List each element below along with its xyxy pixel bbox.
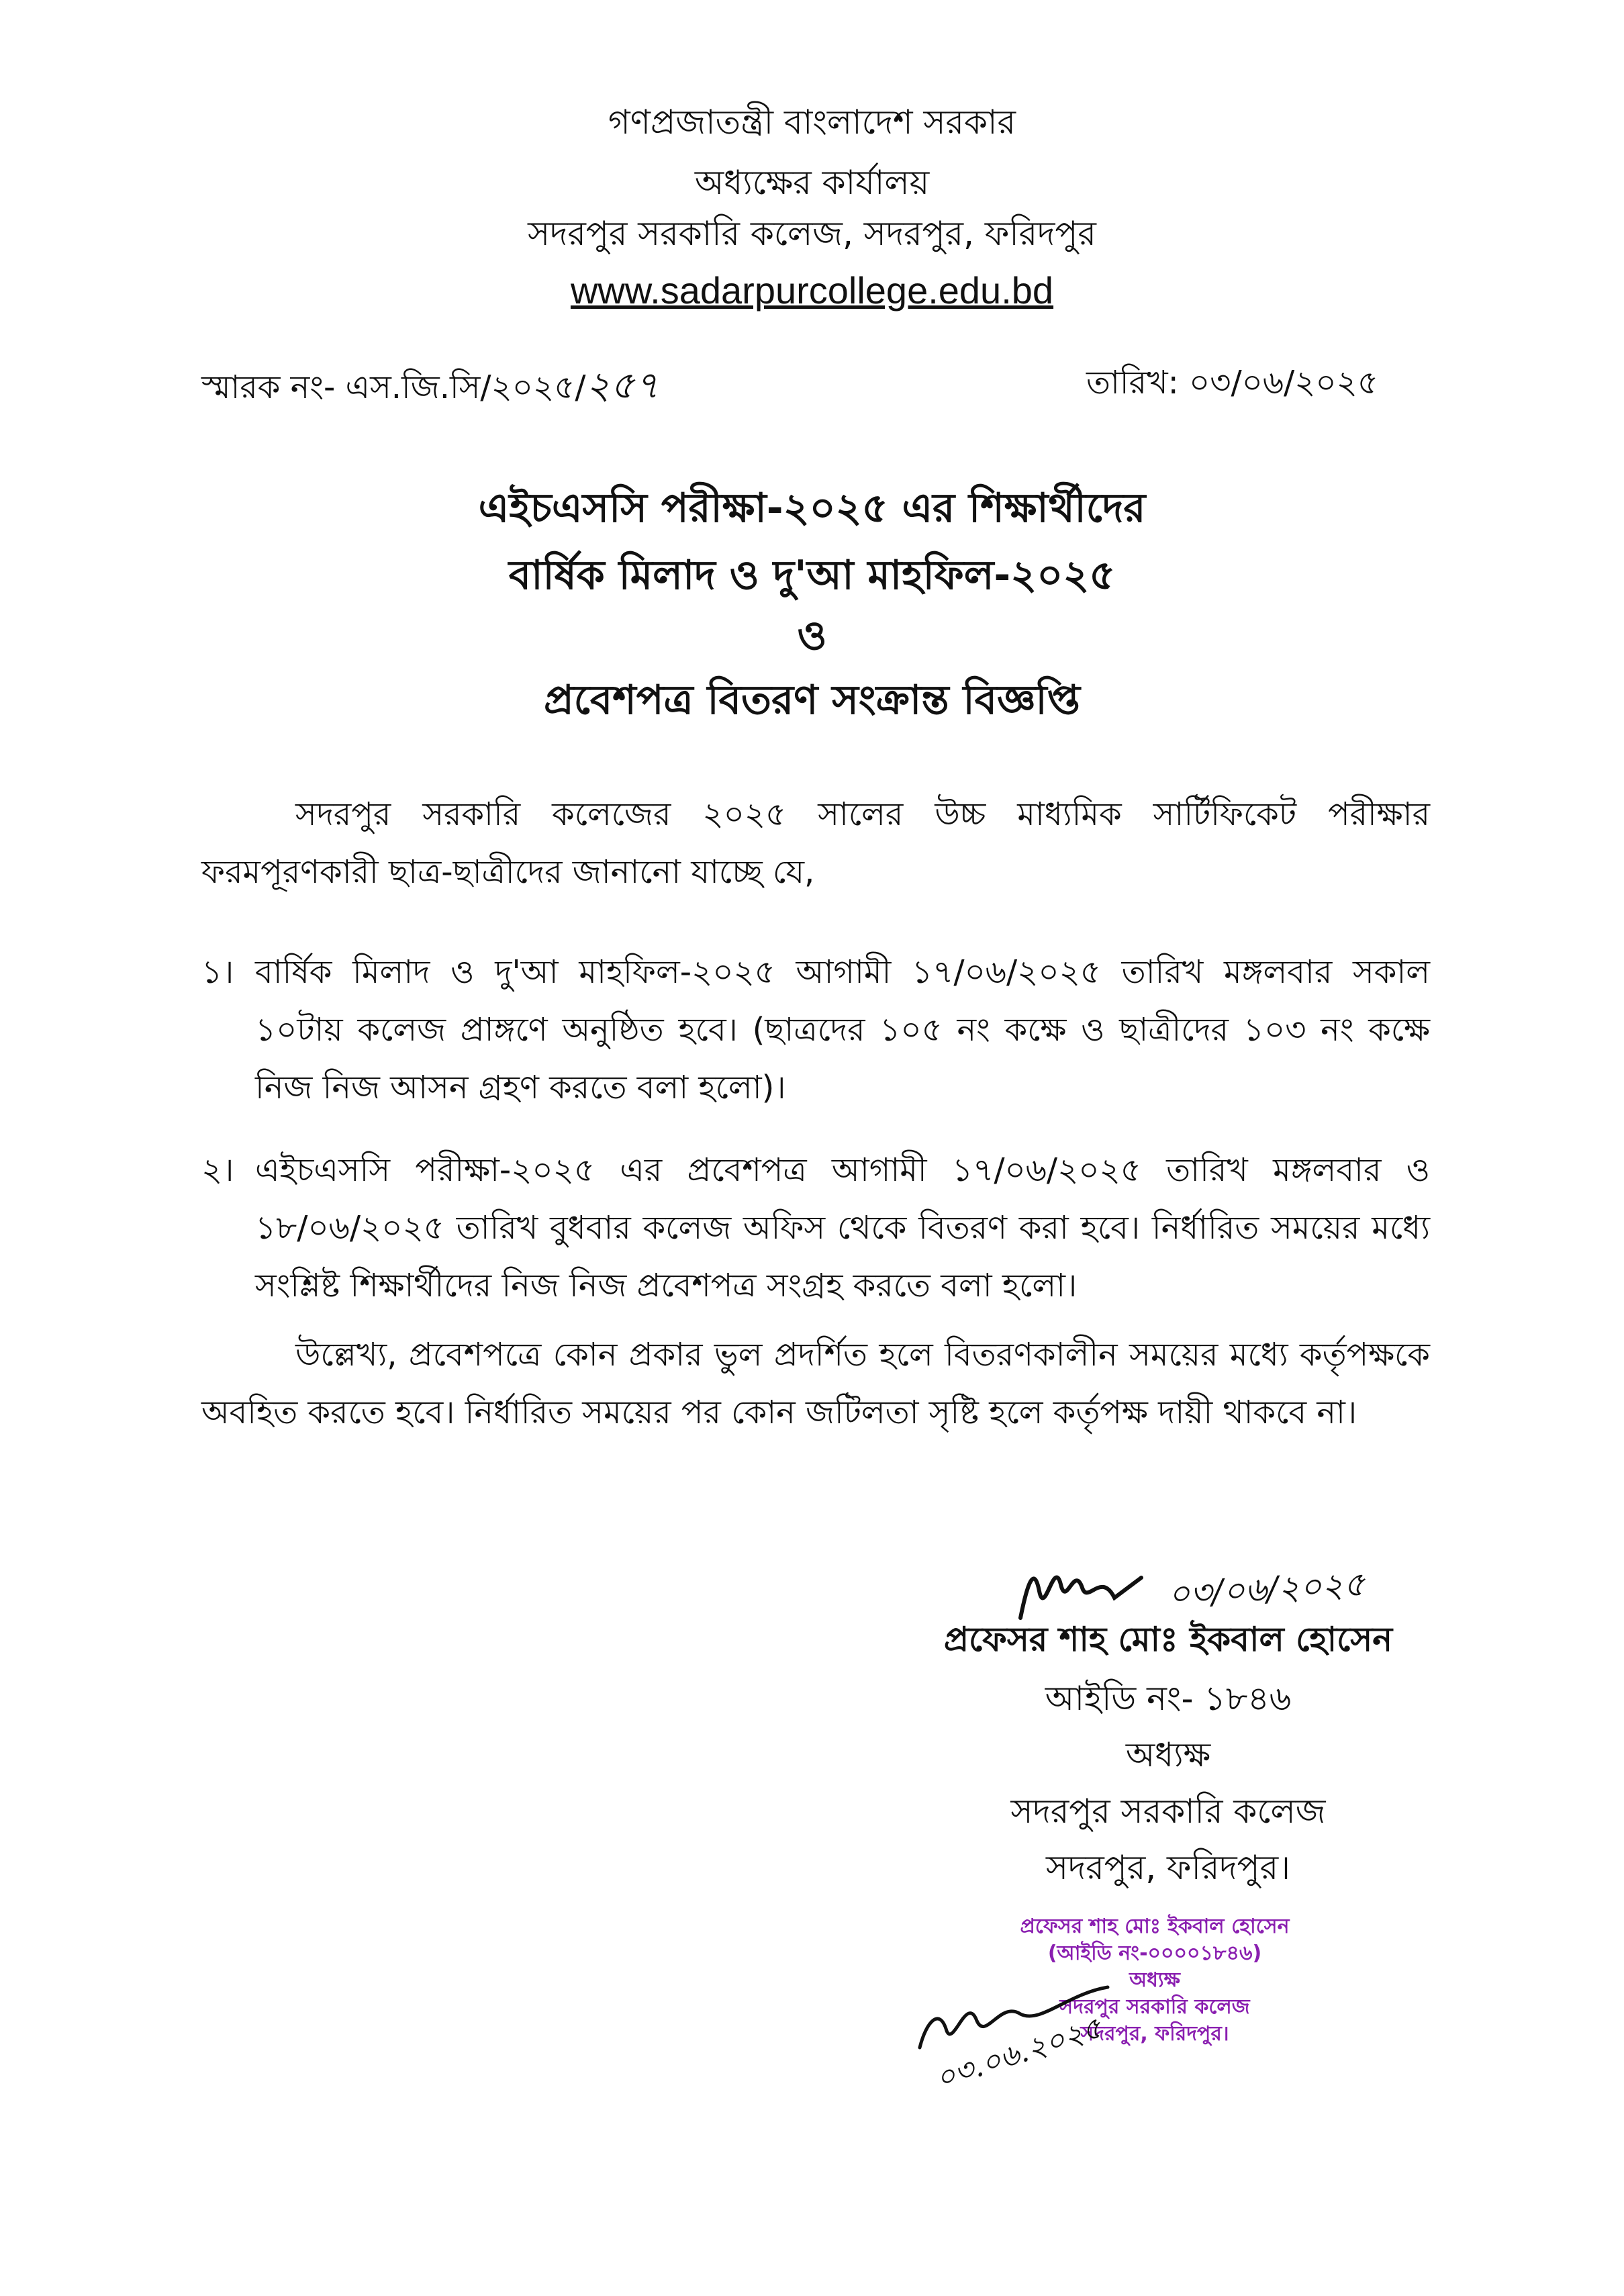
list-item: [201, 1141, 1430, 1314]
signatory-name: প্রফেসর শাহ মোঃ ইকবাল হোসেন: [943, 1620, 1393, 1659]
seal-designation: অধ্যক্ষ: [1129, 1968, 1180, 1992]
college-website-link[interactable]: www.sadarpurcollege.edu.bd: [570, 269, 1054, 312]
list-item: [201, 943, 1430, 1116]
signatory-address: সদরপুর, ফরিদপুর।: [1046, 1848, 1290, 1887]
seal-name: প্রফেসর শাহ মোঃ ইকবাল হোসেন: [1020, 1915, 1290, 1938]
seal-address: সদরপুর, ফরিদপুর।: [1080, 2022, 1229, 2046]
memo-date: তারিখ: ০৩/০৬/২০২৫: [1086, 364, 1378, 401]
memo-number: [201, 366, 659, 408]
notice-title-line-2: বার্ষিক মিলাদ ও দু'আ মাহফিল-২০২৫: [508, 552, 1116, 599]
seal-institution: সদরপুর সরকারি কলেজ: [1059, 1995, 1250, 2019]
list-item-text: বার্ষিক মিলাদ ও দু'আ মাহফিল-২০২৫ আগামী ১৭/০৬/২০২৫ তারিখ মঙ্গলবার সকাল ১০টায় কলেজ প্রাঙ্গণে অনুষ্ঠিত হবে। (ছাত্রদের ১০৫ নং কক্ষে ও ছাত্রীদের ১০৩ নং কক্ষে নিজ নিজ আসন গ্রহণ করতে বলা হলো)।: [255, 953, 1430, 1106]
notice-title-line-1: এইচএসসি পরীক্ষা-২০২৫ এর শিক্ষার্থীদের: [478, 485, 1146, 532]
office-name: অধ্যক্ষের কার্যালয়: [694, 163, 930, 202]
notice-title-connector: ও: [797, 612, 827, 659]
memo-number-label: স্মারক নং- এস.জি.সি/২০২৫/: [201, 369, 586, 406]
list-item-number: ১।: [201, 953, 234, 991]
signature-handwritten-date: ০৩/০৬/২০২৫: [1167, 1564, 1366, 1614]
seal-handwritten-date: ০৩.০৬.২০২৫: [931, 2010, 1106, 2097]
list-item-number: ২।: [201, 1151, 234, 1189]
signatory-id: আইডি নং- ১৮৪৬: [1045, 1679, 1292, 1718]
government-name: গণপ্রজাতন্ত্রী বাংলাদেশ সরকার: [608, 103, 1016, 142]
signatory-designation: অধ্যক্ষ: [1125, 1735, 1211, 1774]
note-paragraph: উল্লেখ্য, প্রবেশপত্রে কোন প্রকার ভুল প্রদর্শিত হলে বিতরণকালীন সময়ের মধ্যে কর্তৃপক্ষকে অবহিত করতে হবে। নির্ধারিত সময়ের পর কোন জটিলতা সৃষ্টি হলে কর্তৃপক্ষ দায়ী থাকবে না।: [201, 1336, 1430, 1431]
signatory-institution: সদরপুর সরকারি কলেজ: [1010, 1792, 1326, 1831]
notice-title-line-3: প্রবেশপত্র বিতরণ সংক্রান্ত বিজ্ঞপ্তি: [544, 677, 1080, 724]
list-item-text: এইচএসসি পরীক্ষা-২০২৫ এর প্রবেশপত্র আগামী ১৭/০৬/২০২৫ তারিখ মঙ্গলবার ও ১৮/০৬/২০২৫ তারিখ বুধবার কলেজ অফিস থেকে বিতরণ করা হবে। নির্ধারিত সময়ের মধ্যে সংশ্লিষ্ট শিক্ষার্থীদের নিজ নিজ প্রবেশপত্র সংগ্রহ করতে বলা হলো।: [255, 1151, 1430, 1304]
memo-number-handwritten: ২৫৭: [585, 364, 659, 408]
college-address: সদরপুর সরকারি কলেজ, সদরপুর, ফরিদপুর: [528, 214, 1096, 253]
intro-paragraph: সদরপুর সরকারি কলেজের ২০২৫ সালের উচ্চ মাধ্যমিক সার্টিফিকেট পরীক্ষার ফরমপূরণকারী ছাত্র-ছাত্রীদের জানানো যাচ্ছে যে,: [201, 796, 1430, 891]
seal-id: (আইডি নং-০০০০১৮৪৬): [1047, 1942, 1262, 1965]
